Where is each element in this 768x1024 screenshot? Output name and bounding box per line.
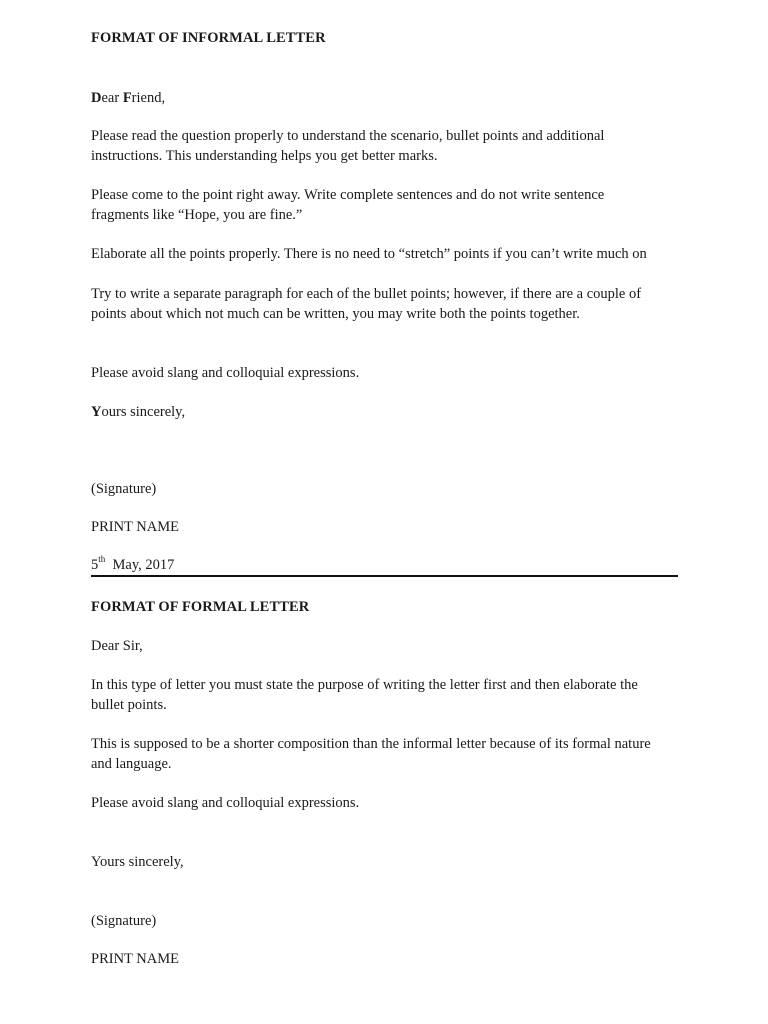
informal-paragraph-1-line-1: Please read the question properly to understand the scenario, bullet points and additional [91,128,605,144]
formal-signature: (Signature) [91,913,157,929]
informal-paragraph-3-line-1: Elaborate all the points properly. There is no need to “stretch” points if you can’t write much on [91,246,647,262]
informal-paragraph-4-line-2: points about which not much can be written, you may write both the points together. [91,306,580,322]
section-divider [91,575,678,577]
formal-heading: FORMAT OF FORMAL LETTER [91,599,310,615]
date-day: 5 [91,557,99,573]
formal-paragraph-2-line-2: and language. [91,756,172,772]
informal-paragraph-2-line-2: fragments like “Hope, you are fine.” [91,207,303,223]
closing-initial: Y [91,404,102,420]
formal-salutation: Dear Sir, [91,638,143,654]
formal-paragraph-1-line-2: bullet points. [91,697,167,713]
informal-signature: (Signature) [91,481,157,497]
informal-paragraph-5-line-1: Please avoid slang and colloquial expressions. [91,365,360,381]
salutation-text-2: riend, [131,90,166,106]
salutation-text-1: ear [101,90,123,106]
informal-paragraph-1-line-2: instructions. This understanding helps you get better marks. [91,148,438,164]
formal-closing: Yours sincerely, [91,854,184,870]
formal-print-name: PRINT NAME [91,951,179,967]
formal-paragraph-2-line-1: This is supposed to be a shorter composition than the informal letter because of its formal nature [91,736,651,752]
salutation-initial-2: F [122,90,132,106]
informal-closing [91,402,691,422]
formal-paragraph-1-line-1: In this type of letter you must state the purpose of writing the letter first and then elaborate the [91,677,638,693]
informal-heading: FORMAT OF INFORMAL LETTER [91,30,326,46]
salutation-initial: D [91,90,102,106]
informal-print-name: PRINT NAME [91,519,179,535]
date-rest: May, 2017 [105,557,175,573]
closing-text: ours sincerely, [101,404,186,420]
informal-paragraph-4-line-1: Try to write a separate paragraph for each of the bullet points; however, if there are a couple of [91,286,642,302]
informal-date [91,555,691,575]
informal-paragraph-2-line-1: Please come to the point right away. Write complete sentences and do not write sentence [91,187,605,203]
informal-salutation [91,88,691,108]
date-suffix: th [98,554,106,565]
formal-paragraph-3-line-1: Please avoid slang and colloquial expressions. [91,795,360,811]
